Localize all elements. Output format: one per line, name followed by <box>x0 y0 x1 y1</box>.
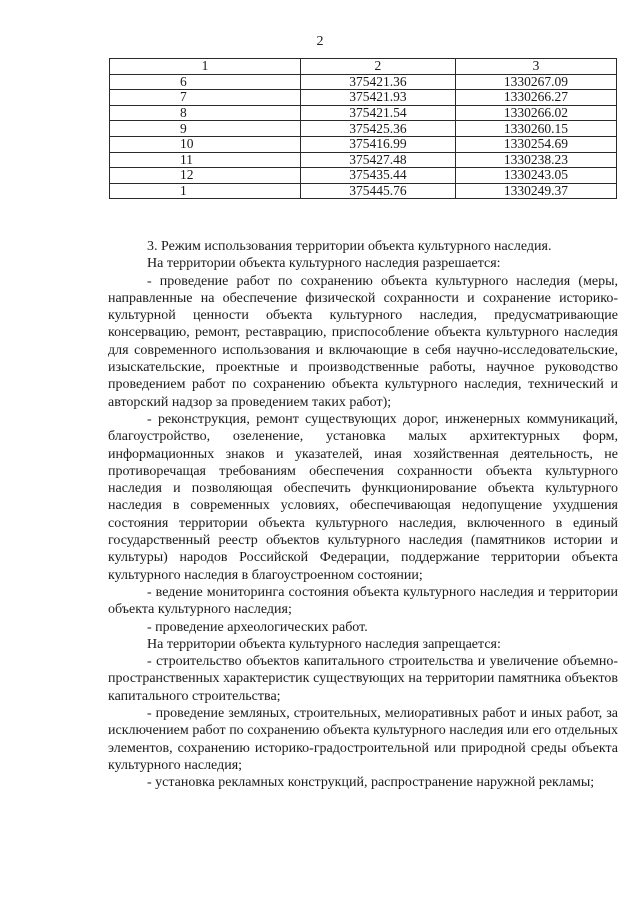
y-coordinate-cell: 1330249.37 <box>455 183 616 199</box>
prohibited-item: - строительство объектов капитального строительства и увеличение объемно-пространственных характеристик существующих на территории памятника объектов капитального строительства; <box>108 654 618 704</box>
point-number-cell: 8 <box>110 105 301 121</box>
x-coordinate-cell: 375421.93 <box>300 90 455 106</box>
prohibited-item: - установка рекламных конструкций, распространение наружной рекламы; <box>147 775 595 791</box>
point-number-cell: 7 <box>110 90 301 106</box>
section-heading: 3. Режим использования территории объекта культурного наследия. <box>147 239 552 254</box>
table-row <box>110 136 617 152</box>
permitted-intro: На территории объекта культурного наследия разрешается: <box>147 256 501 272</box>
table-row <box>110 105 617 121</box>
x-coordinate-cell: 375421.36 <box>300 74 455 90</box>
permitted-item: - реконструкция, ремонт существующих дорог, инженерных коммуникаций, благоустройство, озеленение, установка малых архитектурных форм, информационных знаков и указателей, иная хозяйственная деятельность, не противоречащая требованиям обеспечения сохранности объекта культурного наследия и позволяющая обеспечить функционирование объекта культурного наследия в современных условиях, обеспечивающая недопущение ухудшения состояния территории объекта культурного наследия, включенного в единый государственный реестр объектов культурного наследия (памятников истории и культуры) народов Российской Федерации, поддержание территории объекта культурного наследия в благоустроенном состоянии; <box>108 411 618 583</box>
y-coordinate-cell: 1330238.23 <box>455 152 616 168</box>
y-coordinate-cell: 1330267.09 <box>455 74 616 90</box>
x-coordinate-cell: 375421.54 <box>300 105 455 121</box>
permitted-item: - ведение мониторинга состояния объекта культурного наследия и территории объекта культурного наследия; <box>108 584 618 618</box>
regulation-text <box>108 238 618 792</box>
y-coordinate-cell: 1330254.69 <box>455 136 616 152</box>
y-coordinate-cell: 1330260.15 <box>455 121 616 137</box>
point-number-cell: 10 <box>110 136 301 152</box>
point-number-cell: 9 <box>110 121 301 137</box>
table-row <box>110 74 617 90</box>
table-row <box>110 90 617 106</box>
table-header-cell: 3 <box>455 59 616 75</box>
y-coordinate-cell: 1330243.05 <box>455 168 616 184</box>
point-number-cell: 12 <box>110 168 301 184</box>
page-number: 2 <box>316 34 324 49</box>
permitted-item: - проведение работ по сохранению объекта культурного наследия (меры, направленные на обеспечение физической сохранности и сохранение историко-культурной ценности объекта культурного наследия, предусматривающие консервацию, ремонт, реставрацию, приспособление объекта культурного наследия для современного использования и включающие в себя научно-исследовательские, изыскательские, проектные и производственные работы, научное руководство проведением работ по сохранению объекта культурного наследия, технический и авторский надзор за проведением таких работ); <box>108 273 618 410</box>
x-coordinate-cell: 375416.99 <box>300 136 455 152</box>
point-number-cell: 6 <box>110 74 301 90</box>
y-coordinate-cell: 1330266.02 <box>455 105 616 121</box>
prohibited-item: - проведение земляных, строительных, мелиоративных работ и иных работ, за исключением работ по сохранению объекта культурного наследия или его отдельных элементов, сохранению историко-градостроительной или природной среды объекта культурного наследия; <box>108 706 618 773</box>
x-coordinate-cell: 375445.76 <box>300 183 455 199</box>
table-row <box>110 168 617 184</box>
permitted-item: - проведение археологических работ. <box>147 619 368 635</box>
table-header-row <box>110 59 617 75</box>
table-header-cell: 2 <box>300 59 455 75</box>
x-coordinate-cell: 375435.44 <box>300 168 455 184</box>
coordinates-table <box>109 58 617 199</box>
x-coordinate-cell: 375425.36 <box>300 121 455 137</box>
point-number-cell: 11 <box>110 152 301 168</box>
prohibited-intro: На территории объекта культурного наследия запрещается: <box>147 636 501 652</box>
table-row <box>110 183 617 199</box>
y-coordinate-cell: 1330266.27 <box>455 90 616 106</box>
table-header-cell: 1 <box>110 59 301 75</box>
table-row <box>110 152 617 168</box>
x-coordinate-cell: 375427.48 <box>300 152 455 168</box>
table-row <box>110 121 617 137</box>
point-number-cell: 1 <box>110 183 301 199</box>
